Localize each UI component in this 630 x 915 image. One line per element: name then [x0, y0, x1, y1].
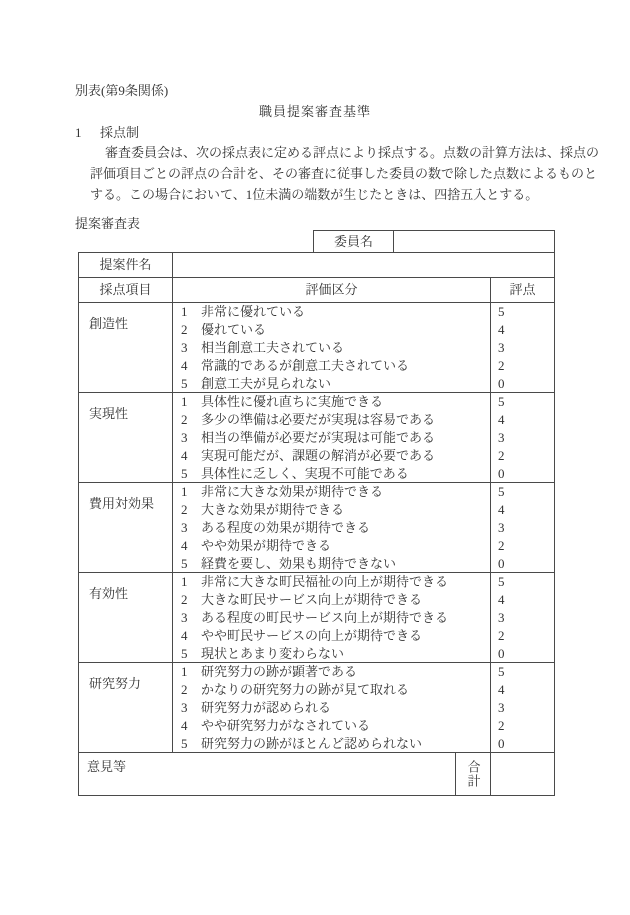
total-value [491, 753, 554, 795]
opinion-total-row [79, 753, 554, 795]
category-label: 創造性 [79, 303, 173, 392]
item-number: 2 [181, 681, 188, 697]
item-text: 非常に大きな町民福祉の向上が期待できる [201, 573, 449, 589]
score-value: 0 [498, 735, 505, 751]
score-value: 4 [498, 681, 505, 697]
header-scoring-item: 採点項目 [79, 278, 173, 302]
header-evaluation-category: 評価区分 [173, 278, 491, 302]
item-text: かなりの研究努力の跡が見て取れる [201, 681, 410, 697]
evaluation-items [173, 663, 491, 752]
score-value: 5 [498, 303, 505, 319]
proposal-title-value [173, 253, 554, 277]
item-number: 2 [181, 591, 188, 607]
evaluation-item [173, 537, 490, 555]
evaluation-item [173, 375, 490, 393]
score-value: 3 [498, 339, 505, 355]
score-value: 4 [498, 501, 505, 517]
evaluation-item [173, 303, 490, 321]
score-values [491, 393, 554, 482]
item-number: 1 [181, 393, 188, 409]
evaluation-item [173, 645, 490, 663]
section-label: 採点制 [100, 125, 140, 140]
item-text: 実現可能だが、課題の解消が必要である [201, 447, 436, 463]
item-text: やや町民サービスの向上が期待できる [201, 627, 423, 643]
paragraph-line: する。この場合において、1位未満の端数が生じたときは、四捨五入とする。 [90, 187, 539, 202]
score-value: 2 [498, 447, 505, 463]
item-number: 4 [181, 357, 188, 373]
item-number: 1 [181, 663, 188, 679]
table-caption: 提案審査表 [75, 216, 141, 231]
table-row-cost-effectiveness [79, 483, 554, 573]
total-label: 合計 [465, 760, 481, 788]
category-label: 有効性 [79, 573, 173, 662]
evaluation-item [173, 609, 490, 627]
item-number: 2 [181, 321, 188, 337]
item-text: 研究努力の跡がほとんど認められない [201, 735, 423, 751]
evaluation-item [173, 663, 490, 681]
evaluation-item [173, 357, 490, 375]
item-number: 3 [181, 429, 188, 445]
item-text: 大きな効果が期待できる [201, 501, 345, 517]
evaluation-item [173, 519, 490, 537]
score-values [491, 573, 554, 662]
table-row-effectiveness [79, 573, 554, 663]
item-text: やや研究努力がなされている [201, 717, 371, 733]
item-text: ある程度の町民サービス向上が期待できる [201, 609, 449, 625]
score-values [491, 303, 554, 392]
score-value: 0 [498, 555, 505, 571]
item-number: 4 [181, 627, 188, 643]
item-text: 相当創意工夫されている [201, 339, 345, 355]
evaluation-item [173, 717, 490, 735]
category-label: 研究努力 [79, 663, 173, 752]
score-value: 0 [498, 645, 505, 661]
evaluation-item [173, 447, 490, 465]
evaluation-item [173, 393, 490, 411]
doc-reference: 別表(第9条関係) [75, 83, 169, 98]
item-text: 非常に大きな効果が期待できる [201, 483, 384, 499]
score-value: 5 [498, 393, 505, 409]
score-value: 3 [498, 699, 505, 715]
score-values [491, 483, 554, 572]
reviewer-name-box [313, 230, 555, 252]
item-text: 研究努力の跡が顕著である [201, 663, 358, 679]
evaluation-item [173, 321, 490, 339]
evaluation-item [173, 681, 490, 699]
score-values [491, 663, 554, 752]
table-row-creativity [79, 303, 554, 393]
proposal-title-label: 提案件名 [79, 253, 173, 277]
item-number: 2 [181, 411, 188, 427]
score-value: 0 [498, 375, 505, 391]
item-number: 5 [181, 555, 188, 571]
item-number: 4 [181, 717, 188, 733]
evaluation-item [173, 573, 490, 591]
score-value: 2 [498, 357, 505, 373]
item-number: 4 [181, 447, 188, 463]
item-number: 3 [181, 699, 188, 715]
section-number: 1 [75, 125, 82, 140]
item-number: 4 [181, 537, 188, 553]
score-value: 5 [498, 483, 505, 499]
evaluation-item [173, 735, 490, 753]
column-header-row [79, 278, 554, 303]
item-text: 優れている [201, 321, 267, 337]
score-value: 0 [498, 465, 505, 481]
item-number: 5 [181, 375, 188, 391]
item-text: やや効果が期待できる [201, 537, 332, 553]
item-text: 常識的であるが創意工夫されている [201, 357, 410, 373]
evaluation-items [173, 573, 491, 662]
score-value: 5 [498, 573, 505, 589]
score-value: 4 [498, 591, 505, 607]
proposal-title-row [79, 253, 554, 278]
item-number: 2 [181, 501, 188, 517]
evaluation-items [173, 393, 491, 482]
score-value: 2 [498, 717, 505, 733]
score-value: 4 [498, 411, 505, 427]
item-number: 5 [181, 465, 188, 481]
item-text: 具体性に優れ直ちに実施できる [201, 393, 384, 409]
evaluation-item [173, 555, 490, 573]
opinion-label: 意見等 [79, 753, 456, 795]
reviewer-name-value [394, 231, 554, 252]
evaluation-item [173, 501, 490, 519]
table-row-feasibility [79, 393, 554, 483]
item-number: 5 [181, 645, 188, 661]
evaluation-item [173, 591, 490, 609]
item-text: 経費を要し、効果も期待できない [201, 555, 397, 571]
item-number: 3 [181, 339, 188, 355]
header-score: 評点 [509, 282, 536, 297]
table-row-research-effort [79, 663, 554, 753]
evaluation-items [173, 303, 491, 392]
score-value: 2 [498, 537, 505, 553]
item-text: 現状とあまり変わらない [201, 645, 345, 661]
item-number: 3 [181, 609, 188, 625]
evaluation-items [173, 483, 491, 572]
total-label-cell [456, 753, 491, 795]
reviewer-name-label: 委員名 [314, 231, 394, 252]
paragraph-line: 評価項目ごとの評点の合計を、その審査に従事した委員の数で除した点数によるものと [90, 166, 598, 181]
item-text: 具体性に乏しく、実現不可能である [201, 465, 409, 481]
score-value: 3 [498, 429, 505, 445]
item-number: 3 [181, 519, 188, 535]
score-value: 3 [498, 609, 505, 625]
item-number: 1 [181, 483, 188, 499]
item-text: 相当の準備が必要だが実現は可能である [201, 429, 436, 445]
section-heading [75, 122, 139, 141]
item-number: 5 [181, 735, 188, 751]
evaluation-item [173, 465, 490, 483]
evaluation-item [173, 429, 490, 447]
intro-paragraph [90, 142, 600, 205]
evaluation-item [173, 411, 490, 429]
item-text: ある程度の効果が期待できる [201, 519, 371, 535]
evaluation-item [173, 699, 490, 717]
category-label: 実現性 [79, 393, 173, 482]
score-value: 3 [498, 519, 505, 535]
evaluation-item [173, 483, 490, 501]
paragraph-line: 審査委員会は、次の採点表に定める評点により採点する。点数の計算方法は、採点の [105, 145, 600, 160]
doc-title: 職員提案審査基準 [258, 104, 371, 119]
item-number: 1 [181, 303, 188, 319]
item-text: 研究努力が認められる [201, 699, 332, 715]
category-label: 費用対効果 [79, 483, 173, 572]
score-table [78, 252, 555, 796]
score-value: 5 [498, 663, 505, 679]
score-value: 4 [498, 321, 505, 337]
evaluation-item [173, 339, 490, 357]
item-text: 創意工夫が見られない [201, 375, 332, 391]
item-text: 非常に優れている [201, 303, 306, 319]
item-text: 大きな町民サービス向上が期待できる [201, 591, 423, 607]
score-value: 2 [498, 627, 505, 643]
evaluation-item [173, 627, 490, 645]
item-number: 1 [181, 573, 188, 589]
item-text: 多少の準備は必要だが実現は容易である [201, 411, 436, 427]
